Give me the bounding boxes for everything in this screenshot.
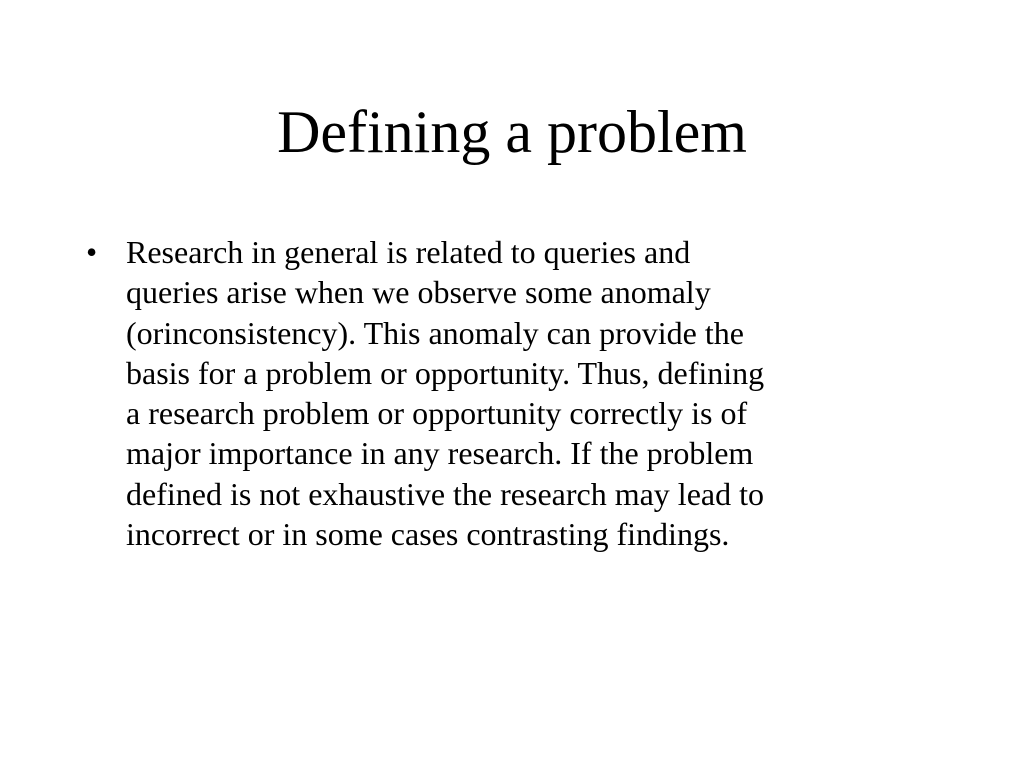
bullet-line: incorrect or in some cases contrasting findings. <box>126 516 730 553</box>
bullet-line: a research problem or opportunity correctly is of <box>126 395 748 432</box>
bullet-line: major importance in any research. If the problem <box>126 435 754 472</box>
bullet-line: defined is not exhaustive the research may lead to <box>126 475 764 512</box>
slide-title: Defining a problem <box>277 99 747 165</box>
bullet-marker: • <box>86 234 98 270</box>
bullet-line: (orinconsistency). This anomaly can provide the <box>126 314 744 351</box>
bullet-line: Research in general is related to queries and <box>126 234 691 270</box>
bullet-text <box>126 232 946 554</box>
bullet-line: queries arise when we observe some anomaly <box>126 274 711 311</box>
bullet-item <box>86 232 946 554</box>
bullet-list <box>86 232 946 554</box>
bullet-line: basis for a problem or opportunity. Thus, defining <box>126 354 765 391</box>
